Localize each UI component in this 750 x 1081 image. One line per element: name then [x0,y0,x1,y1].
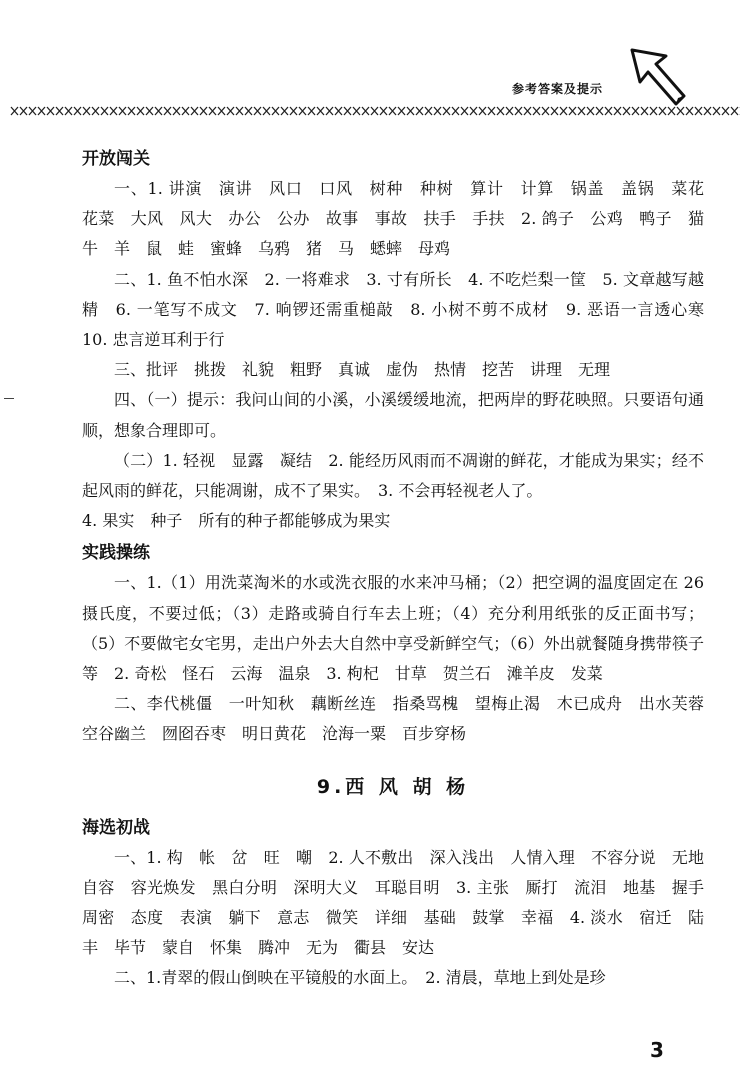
page-header [0,0,750,130]
section-heading-open-challenge: 开放闯关 [82,149,150,169]
answer-paragraph: 一、1. 讲演 演讲 风口 口风 树种 种树 算计 计算 锅盖 盖锅 菜花 花菜 大风 风大 办公 公办 故事 事故 扶手 手扶 2. 鸽子 公鸡 鸭子 猫 牛 羊 鼠 蛙 蜜蜂 乌鸦 猪 马 蟋蟀 母鸡 [82,179,721,259]
answer-paragraph: 三、批评 挑拨 礼貌 粗野 真诚 虚伪 热情 挖苦 讲理 无理 [114,360,611,380]
decorative-cross-border [10,104,740,118]
answer-paragraph: 四、（一）提示：我问山间的小溪，小溪缓缓地流，把两岸的野花映照。只要语句通顺，想象合理即可。 [82,390,704,440]
answer-paragraph: （二）1. 轻视 显露 凝结 2. 能经历风雨而不凋谢的鲜花，才能成为果实；经不起风雨的鲜花，只能凋谢，成不了果实。 3. 不会再轻视老人了。 [82,450,704,501]
header-title: 参考答案及提示 [512,82,604,96]
page-number: 3 [650,1038,664,1062]
answer-paragraph: 4. 果实 种子 所有的种子都能够成为果实 [82,511,391,531]
section-heading-practice: 实践操练 [82,543,150,564]
chapter-title: 9.西 风 胡 杨 [316,775,470,798]
answer-paragraph: 二、1.青翠的假山倒映在平镜般的水面上。 2. 清晨，草地上到处是珍 [114,968,606,988]
answer-content [82,142,721,994]
margin-mark [4,398,14,399]
answer-paragraph: 二、李代桃僵 一叶知秋 藕断丝连 指桑骂槐 望梅止渴 木已成舟 出水芙蓉 空谷幽兰 囫囵吞枣 明日黄花 沧海一粟 百步穿杨 [82,694,721,744]
arrow-icon [626,46,688,108]
section-heading-first-round: 海选初战 [82,817,150,838]
answer-paragraph: 二、1. 鱼不怕水深 2. 一将难求 3. 寸有所长 4. 不吃烂梨一筐 5. 文章越写越精 6. 一笔写不成文 7. 响锣还需重槌敲 8. 小树不剪不成材 9. 恶语一言透心寒 10. 忠言逆耳利于行 [82,269,721,350]
answer-paragraph: 一、1.（1）用洗菜淘米的水或洗衣服的水来冲马桶；（2）把空调的温度固定在 26 摄氏度，不要过低；（3）走路或骑自行车去上班；（4）充分利用纸张的反正面书写；（5）不要做宅女宅男，走出户外去大自然中享受新鲜空气；（6）外出就餐随身携带筷子等 2. 奇松 怪石 云海 温泉 3. 枸杞 甘草 贺兰石 滩羊皮 发菜 [82,573,704,684]
answer-paragraph: 一、1. 构 帐 岔 旺 嘲 2. 人不敷出 深入浅出 人情入理 不容分说 无地自容 容光焕发 黑白分明 深明大义 耳聪目明 3. 主张 厮打 流泪 地基 握手 周密 态度 表演 躺下 意志 微笑 详细 基础 鼓掌 幸福 4. 淡水 宿迁 陆丰 毕节 蒙自 怀集 腾冲 无为 衢县 安达 [82,847,721,958]
